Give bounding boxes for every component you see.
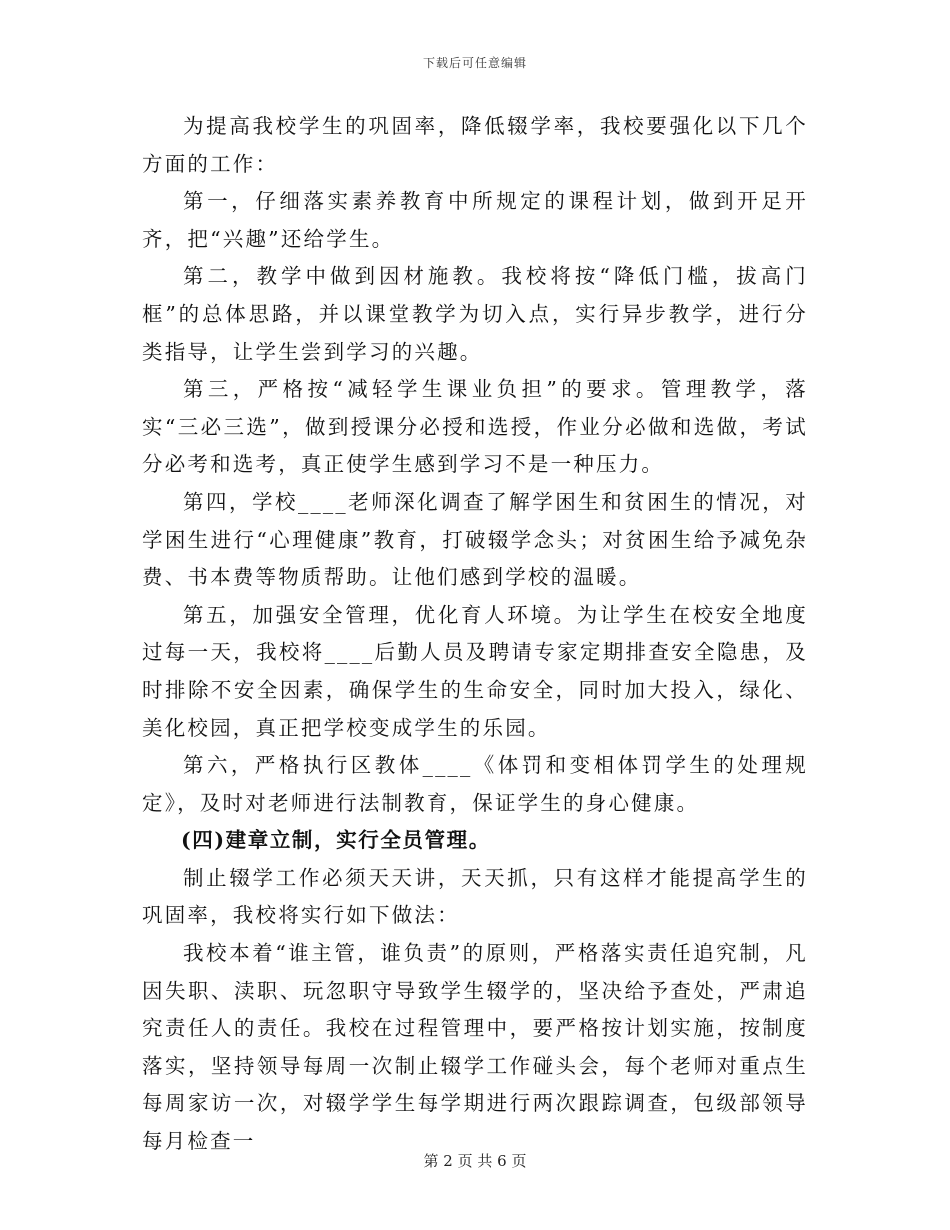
- section-heading: (四)建章立制，实行全员管理。: [180, 828, 491, 853]
- paragraph-responsibility: 我校本着“谁主管，谁负责”的原则，严格落实责任追究制，凡因失职、渎职、玩忽职守导致学生辍学的，坚决给予查处，严肃追究责任人的责任。我校在过程管理中，要严格按计划实施，按制度落实，坚持领导每周一次制止辍学工作碰头会，每个老师对重点生每周家访一次，对辍学学生每学期进行两次跟踪调查，包级部领导每月检查一: [142, 941, 808, 1154]
- paragraph-fifth: 第五，加强安全管理，优化育人环境。为让学生在校安全地度过每一天，我校将____后勤人员及聘请专家定期排查安全隐患，及时排除不安全因素，确保学生的生命安全，同时加大投入，绿化、美化校园，真正把学校变成学生的乐园。: [142, 602, 808, 740]
- paragraph-stop-dropout: 制止辍学工作必须天天讲，天天抓，只有这样才能提高学生的巩固率，我校将实行如下做法：: [142, 865, 808, 928]
- paragraph-intro: 为提高我校学生的巩固率，降低辍学率，我校要强化以下几个方面的工作：: [142, 114, 808, 176]
- paragraph-first: 第一，仔细落实素养教育中所规定的课程计划，做到开足开齐，把“兴趣”还给学生。: [142, 189, 808, 251]
- header-note: 下载后可任意编辑: [422, 56, 527, 70]
- paragraph-third: 第三，严格按“减轻学生课业负担”的要求。管理教学，落实“三必三选”，做到授课分必授和选授，作业分必做和选做，考试分必考和选考，真正使学生感到学习不是一种压力。: [142, 377, 808, 477]
- page-number: 第 2 页 共 6 页: [423, 1152, 527, 1170]
- body-text: [142, 108, 808, 1161]
- paragraph-sixth: 第六，严格执行区教体____《体罚和变相体罚学生的处理规定》，及时对老师进行法制教育，保证学生的身心健康。: [142, 753, 808, 815]
- paragraph-second: 第二，教学中做到因材施教。我校将按“降低门槛，拔高门框”的总体思路，并以课堂教学为切入点，实行异步教学，进行分类指导，让学生尝到学习的兴趣。: [142, 264, 808, 364]
- paragraph-fourth: 第四，学校____老师深化调查了解学困生和贫困生的情况，对学困生进行“心理健康”教育，打破辍学念头；对贫困生给予减免杂费、书本费等物质帮助。让他们感到学校的温暖。: [142, 489, 808, 590]
